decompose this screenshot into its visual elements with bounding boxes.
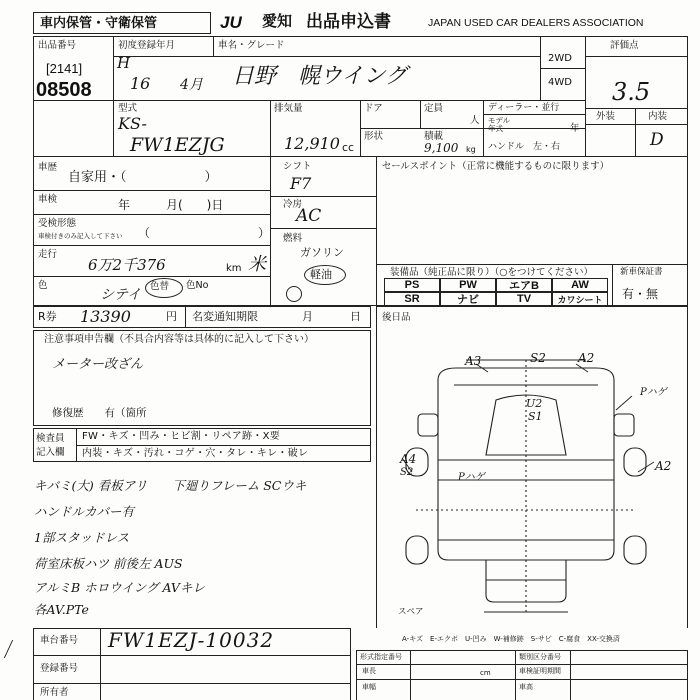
displacement-label: 排気量 (274, 103, 303, 114)
model-prefix: KS- (118, 114, 147, 133)
model-year-label: モデル 年式 (488, 116, 511, 134)
displacement-unit: cc (342, 141, 355, 154)
shift-label: シフト (283, 161, 312, 172)
color-change-label: 色替 (150, 281, 170, 292)
reg-row-owner: 所有者 (40, 687, 69, 698)
recycle-label: 受検形態 (38, 218, 77, 229)
capacity-label: 定員 (424, 103, 444, 114)
model-label: 型式 (118, 103, 138, 114)
interior-label: 内装 (648, 111, 668, 122)
color-label: 色 (38, 280, 48, 291)
reg-month: 4月 (180, 77, 203, 93)
equipment-item-1: PS (384, 278, 440, 292)
drive-2wd: 2WD (548, 53, 572, 64)
inspector-note-1: キバミ(大) 看板アリ 下廻りフレーム SCウキ (34, 478, 307, 493)
shift-value: F7 (290, 174, 312, 193)
inspector-notes (28, 476, 373, 626)
vehicle-name-label: 車名・グレード (218, 40, 285, 51)
notice-label: 名変通知期限 (192, 310, 258, 323)
inspection-value: 年 月( )日 (118, 198, 224, 212)
mileage-value: 6万2千376 (88, 256, 166, 274)
length-label: 車長 (362, 667, 376, 675)
rear-label: 後日品 (382, 312, 411, 323)
damage-mark-u2: U2 (526, 397, 543, 410)
damage-legend: A-キズ E-エクボ U-凹み W-補修跡 S-サビ C-腐食 XX-交換済 (402, 635, 620, 643)
equipment-item-5: SR (384, 292, 440, 306)
inspector-row1: FW・キズ・凹み・ヒビ割・リペア跡・X要 (82, 431, 281, 442)
tax-value: 13390 (80, 307, 131, 326)
door-label: ドア (364, 103, 383, 114)
drive-4wd: 4WD (548, 77, 572, 88)
equipment-item-6: ナビ (440, 292, 496, 306)
proof-label: 車検証明期間 (519, 667, 561, 675)
inspector-label: 検査員 記入欄 (36, 433, 65, 458)
damage-mark-pahage-right: Pハゲ (640, 387, 667, 398)
form-cert-label: 形式指定番号 (360, 653, 402, 661)
shape-label: 形状 (364, 131, 384, 142)
lot-label: 出品番号 (38, 40, 77, 51)
color-value: シテイ (100, 287, 142, 303)
recycle-value: （ ） (138, 226, 271, 240)
handle-label: ハンドル 左・右 (488, 142, 561, 152)
model-value: FW1EZJG (130, 134, 225, 156)
equipment-item-3: エアB (496, 278, 552, 292)
notes-line1: メーター改ざん (52, 357, 144, 372)
width-label: 車幅 (362, 683, 376, 691)
fuel-pen-circle (286, 286, 302, 302)
height-label: 車高 (519, 683, 533, 691)
warranty-options: 有・無 (622, 287, 659, 301)
form-title: 出品申込書 (306, 12, 391, 31)
reg-era: H (117, 54, 131, 72)
inspector-note-2: ハンドルカバー有 (34, 504, 135, 519)
damage-mark-s2-top: S2 (530, 351, 546, 365)
tax-label: R券 (38, 310, 57, 323)
brand-region: 愛知 (262, 13, 293, 30)
inspector-note-6: 各AV.PTe (34, 602, 89, 617)
equipment-grid (384, 278, 608, 306)
reg-date-label: 初度登録年月 (118, 40, 176, 51)
year-unit: 年 (570, 123, 580, 134)
score-label: 評価点 (610, 40, 639, 51)
fuel-value: ガソリン (300, 246, 344, 259)
sales-point-label: セールスポイント（正常に機能するものに限ります） (382, 161, 610, 172)
displacement-value: 12,910 (284, 134, 340, 153)
spare-label: スペア (398, 607, 424, 617)
damage-mark-a2-right: A2 (655, 459, 672, 473)
score-value: 3.5 (612, 78, 651, 106)
inspector-note-3: 1部スタッドレス (34, 530, 130, 545)
loadcap-value: 9,100 (424, 141, 459, 155)
color-code-label: 色No (186, 280, 209, 291)
dealer-label: ディーラー・並行 (488, 103, 560, 113)
tax-unit: 円 (166, 310, 177, 323)
history-value: 自家用・（ ） (68, 170, 218, 185)
damage-mark-s2-left: S2 (400, 467, 414, 478)
loadcap-label: 積載 (424, 131, 444, 142)
damage-mark-a2-top: A2 (578, 351, 595, 365)
history-label: 車歴 (38, 162, 58, 173)
chassis-value: FW1EZJ-10032 (108, 628, 275, 652)
chassis-label: 車台番号 (40, 635, 79, 646)
storage-badge (33, 12, 211, 34)
storage-label: 車内保管・守衛保管 (40, 16, 158, 31)
length-unit: cm (480, 669, 491, 677)
aircon-label: 冷房 (283, 199, 303, 210)
mileage-label: 走行 (38, 249, 58, 260)
damage-mark-s1: S1 (528, 410, 543, 423)
damage-mark-a4: A4 (400, 452, 417, 466)
aircon-value: AC (296, 206, 322, 226)
damage-mark-pahage-center: Pハゲ (458, 472, 485, 483)
reg-year: 16 (130, 74, 151, 93)
notes-label: 注意事項申告欄（不具合内容等は具体的に記入して下さい） (44, 334, 314, 345)
mileage-mark: 米 (248, 254, 266, 275)
equipment-item-2: PW (440, 278, 496, 292)
notice-month: 月 (302, 310, 313, 323)
inspector-note-5: アルミB ホロウイング AVキレ (34, 580, 205, 595)
loadcap-unit: kg (466, 145, 476, 154)
repair-label: 修復歴 有（箇所 (52, 407, 147, 419)
vehicle-name-value: 日野 幌ウイング (232, 64, 407, 89)
fuel-label: 燃料 (283, 233, 303, 244)
fuel-diesel: 軽油 (310, 268, 332, 281)
capacity-unit: 人 (470, 115, 480, 126)
damage-mark-a3: A3 (465, 354, 482, 368)
association-name: JAPAN USED CAR DEALERS ASSOCIATION (428, 17, 644, 29)
mileage-unit: km (226, 263, 242, 274)
equipment-label: 装備品（純正品に限り）（○をつけてください） (390, 267, 594, 278)
ju-logo-text: JU (220, 13, 242, 32)
inspector-note-4: 荷室床板ハツ 前後左 AUS (34, 556, 183, 571)
new-warranty-label: 新車保証書 (620, 267, 663, 277)
recycle-note: 車検付きのみ記入して下さい (38, 232, 123, 240)
margin-mark (4, 640, 27, 658)
vehicle-damage-diagram (376, 340, 688, 640)
class-label: 類別区分番号 (519, 653, 561, 661)
lot-code: [2141] (46, 61, 83, 76)
equipment-item-7: TV (496, 292, 552, 306)
equipment-item-4: AW (552, 278, 608, 292)
ju-logo (220, 12, 264, 34)
lot-number: 08508 (36, 79, 92, 101)
notice-day: 日 (350, 310, 361, 323)
exterior-label: 外装 (596, 111, 616, 122)
interior-value: D (650, 130, 664, 150)
inspector-row2: 内装・キズ・汚れ・コゲ・穴・タレ・キレ・破レ (82, 448, 309, 459)
reg-number-label: 登録番号 (40, 663, 79, 674)
inspection-label: 車検 (38, 194, 58, 205)
equipment-item-8: カワシート (552, 292, 608, 306)
